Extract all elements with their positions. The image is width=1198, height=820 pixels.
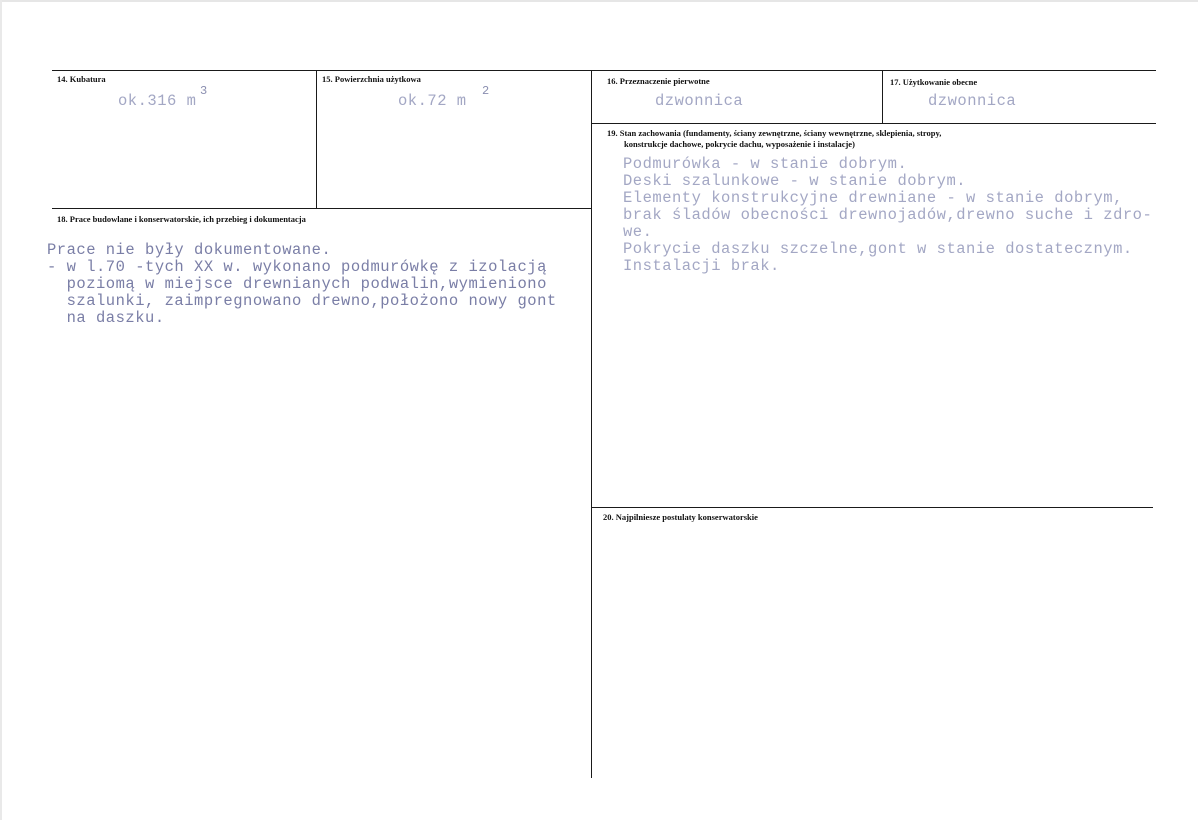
- field-15-label: 15. Powierzchnia użytkowa: [322, 74, 421, 84]
- field-19-line: Elementy konstrukcyjne drewniane - w stanie dobrym,: [623, 189, 1123, 207]
- top-border-line: [52, 70, 1156, 71]
- field-16-label: 16. Przeznaczenie pierwotne: [607, 76, 710, 86]
- field-20-label: 20. Najpilniesze postulaty konserwatorskie: [603, 512, 758, 522]
- field-19-line: Podmurówka - w stanie dobrym.: [623, 155, 908, 173]
- field-14-superscript: 3: [200, 84, 208, 98]
- line-above-20: [591, 507, 1153, 508]
- field-18-label: 18. Prace budowlane i konserwatorskie, ich przebieg i dokumentacja: [57, 214, 306, 224]
- field-19-line: we.: [623, 223, 653, 241]
- field-18-line: na daszku.: [47, 309, 165, 327]
- field-18-line: Prace nie były dokumentowane.: [47, 241, 332, 259]
- field-17-value: dzwonnica: [928, 92, 1017, 110]
- field-14-value: ok.316 m: [118, 92, 197, 110]
- field-19-line: Deski szalunkowe - w stanie dobrym.: [623, 172, 967, 190]
- field-19-line: Pokrycie daszku szczelne,gont w stanie dostatecznym.: [623, 240, 1133, 258]
- field-16-value: dzwonnica: [655, 92, 744, 110]
- field-14-label: 14. Kubatura: [57, 74, 106, 84]
- field-15-superscript: 2: [482, 84, 490, 98]
- divider-left-right: [591, 70, 592, 778]
- field-18-line: poziomą w miejsce drewnianych podwalin,wymieniono: [47, 275, 547, 293]
- field-18-line: szalunki, zaimpregnowano drewno,położono nowy gont: [47, 292, 557, 310]
- field-18-line: - w l.70 -tych XX w. wykonano podmurówkę z izolacją: [47, 258, 547, 276]
- field-19-label: 19. Stan zachowania (fundamenty, ściany zewnętrzne, ściany wewnętrzne, sklepienia, stropy,: [607, 128, 942, 138]
- scan-edge-left: [0, 0, 2, 820]
- field-19-line: brak śladów obecności drewnojadów,drewno suche i zdro-: [623, 206, 1153, 224]
- scan-edge-top: [0, 0, 1198, 2]
- divider-14-15: [316, 70, 317, 208]
- divider-16-17: [882, 70, 883, 123]
- field-19-label-continued: konstrukcje dachowe, pokrycie dachu, wyposażenie i instalacje): [624, 139, 855, 149]
- line-above-18: [52, 208, 591, 209]
- field-19-line: Instalacji brak.: [623, 257, 780, 275]
- field-15-value: ok.72 m: [398, 92, 467, 110]
- field-17-label: 17. Użytkowanie obecne: [890, 77, 978, 87]
- line-above-19: [591, 123, 1156, 124]
